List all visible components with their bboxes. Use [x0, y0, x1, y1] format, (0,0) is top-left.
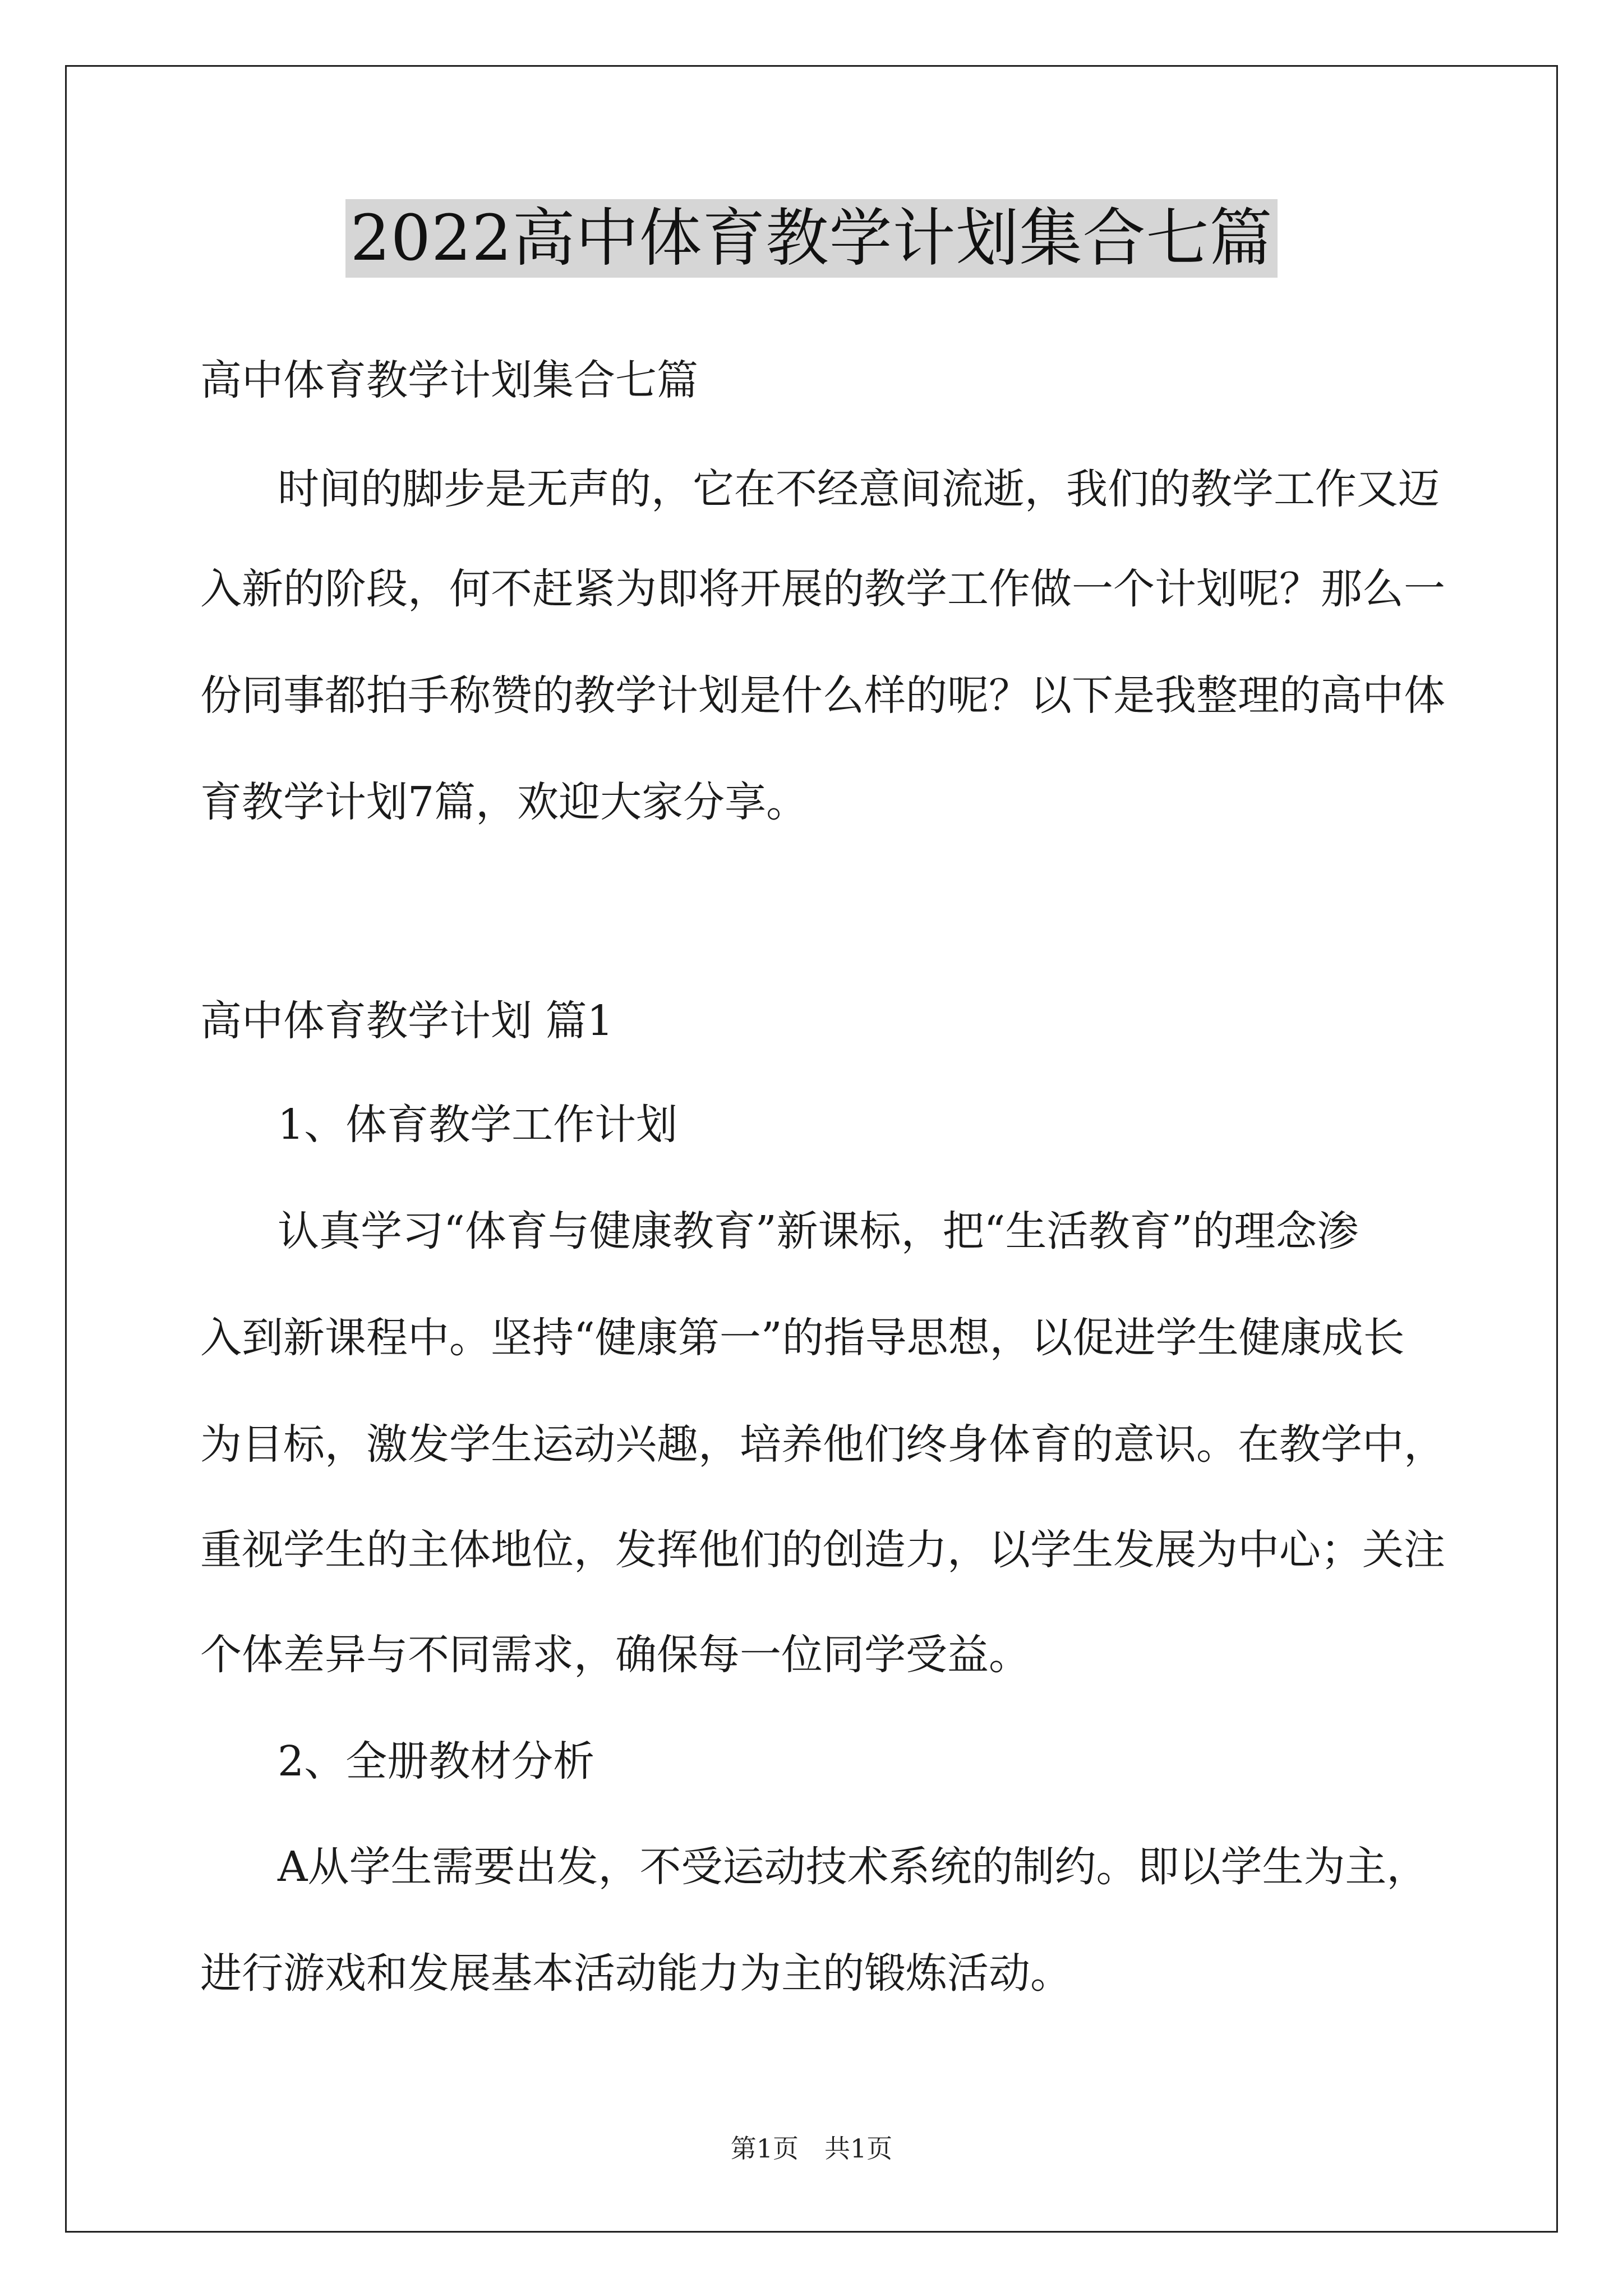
item2-heading: 2、全册教材分析	[278, 1737, 595, 1786]
item1-line-1: 认真学习“体育与健康教育”新课标，把“生活教育”的理念渗	[278, 1207, 1359, 1255]
intro-line-4: 育教学计划7篇，欢迎大家分享。	[200, 778, 808, 826]
item1-line-2: 入到新课程中。坚持“健康第一”的指导思想，以促进学生健康成长	[200, 1314, 1405, 1362]
item1-heading: 1、体育教学工作计划	[278, 1101, 678, 1149]
page-footer: 第1页 共1页	[730, 2133, 893, 2164]
item2-line-2: 进行游戏和发展基本活动能力为主的锻炼活动。	[200, 1949, 1072, 1998]
item1-line-4: 重视学生的主体地位，发挥他们的创造力，以学生发展为中心；关注	[200, 1526, 1445, 1574]
intro-line-2: 入新的阶段，何不赶紧为即将开展的教学工作做一个计划呢？那么一	[200, 565, 1445, 613]
intro-line-1: 时间的脚步是无声的，它在不经意间流逝，我们的教学工作又迈	[278, 465, 1440, 513]
item1-line-5: 个体差异与不同需求，确保每一位同学受益。	[200, 1631, 1030, 1679]
document-title: 2022高中体育教学计划集合七篇	[345, 199, 1277, 278]
item1-line-3: 为目标，激发学生运动兴趣，培养他们终身体育的意识。在教学中，	[200, 1420, 1445, 1469]
section-heading: 高中体育教学计划 篇1	[200, 997, 614, 1045]
document-subtitle: 高中体育教学计划集合七篇	[200, 356, 698, 404]
item2-line-1: A从学生需要出发，不受运动技术系统的制约。即以学生为主，	[278, 1843, 1428, 1891]
intro-line-3: 份同事都拍手称赞的教学计划是什么样的呢？以下是我整理的高中体	[200, 671, 1445, 720]
title-container	[0, 199, 1623, 278]
